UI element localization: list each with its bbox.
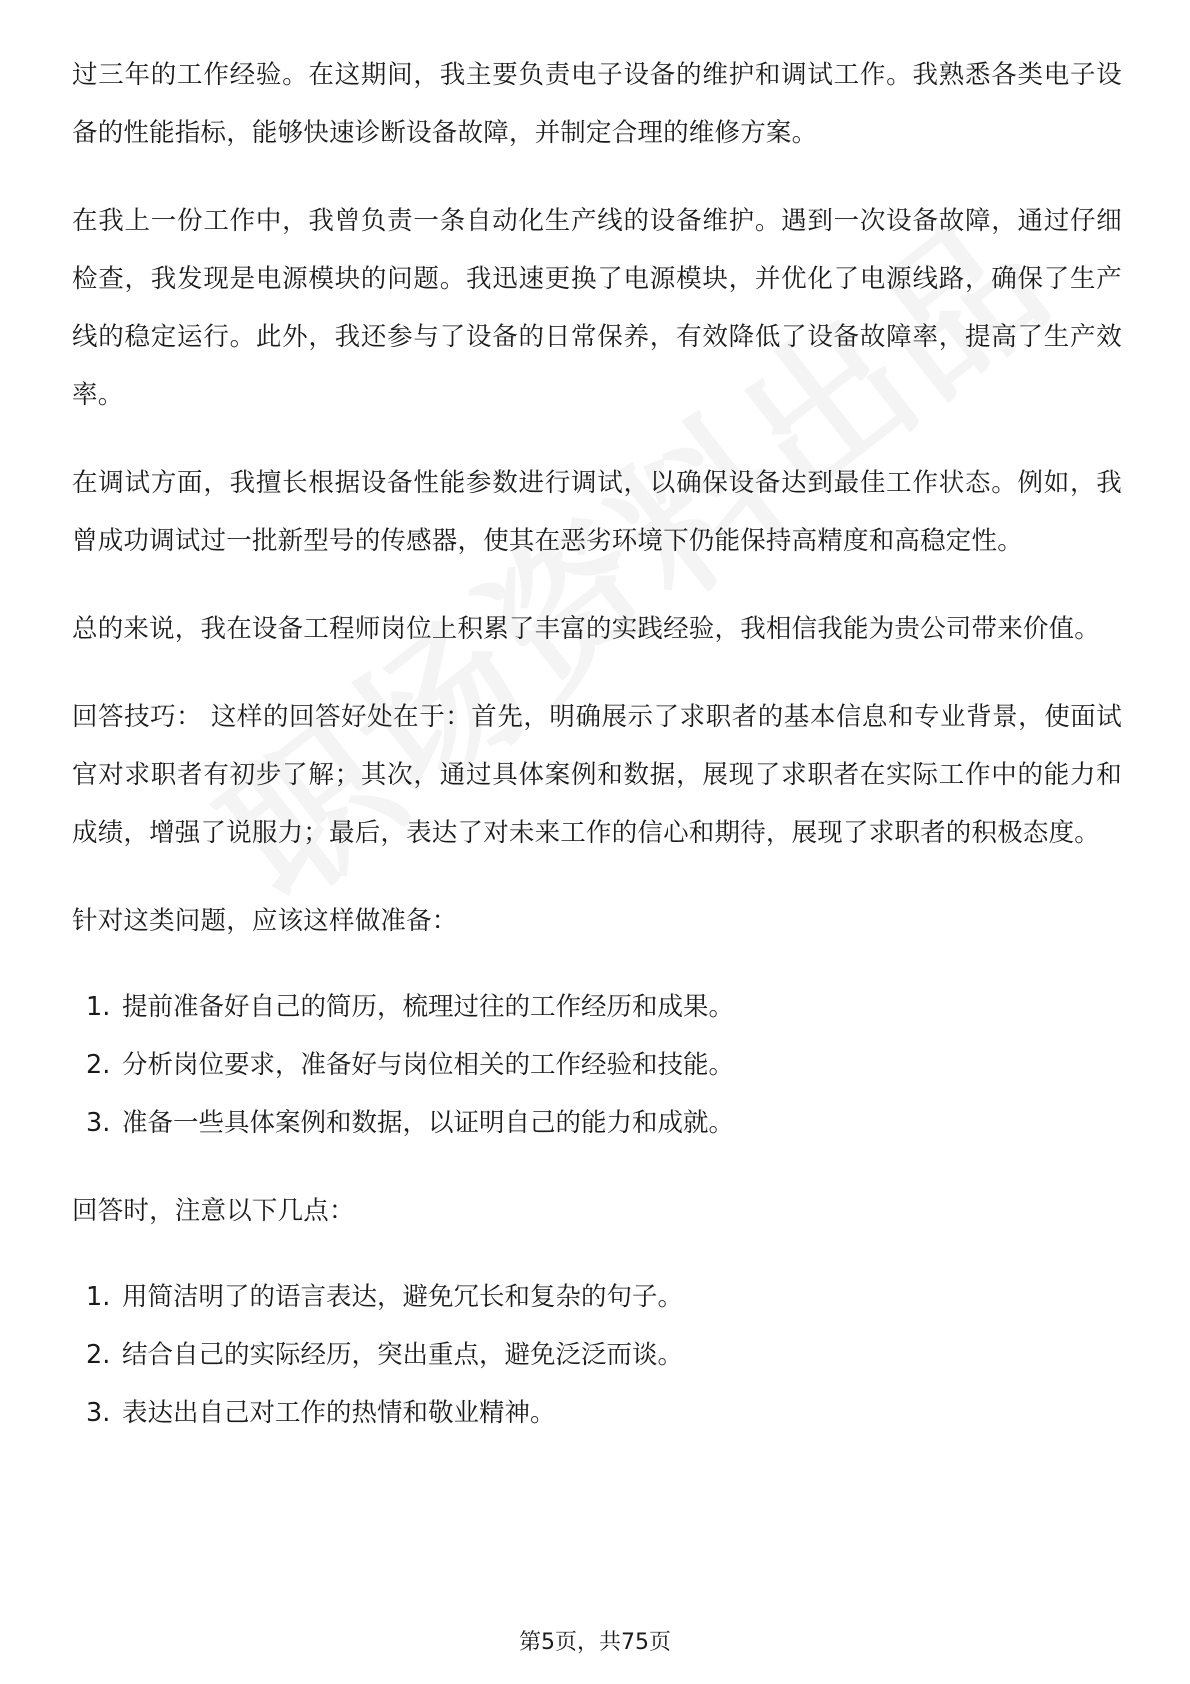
prep-heading: 针对这类问题，应该这样做准备：	[72, 906, 458, 936]
list-item	[72, 1326, 1122, 1384]
list-number: 3.	[86, 1398, 111, 1428]
list-number: 1.	[86, 992, 111, 1022]
tips-heading: 回答时，注意以下几点：	[72, 1196, 355, 1226]
paragraph: 在我上一份工作中，我曾负责一条自动化生产线的设备维护。遇到一次设备故障，通过仔细检查，我发现是电源模块的问题。我迅速更换了电源模块，并优化了电源线路，确保了生产线的稳定运行。此外，我还参与了设备的日常保养，有效降低了设备故障率，提高了生产效率。	[72, 206, 1122, 410]
list-number: 2.	[86, 1050, 111, 1080]
prep-list	[72, 978, 1122, 1152]
paragraph: 在调试方面，我擅长根据设备性能参数进行调试，以确保设备达到最佳工作状态。例如，我曾成功调试过一批新型号的传感器，使其在恶劣环境下仍能保持高精度和高稳定性。	[72, 468, 1122, 556]
list-text: 提前准备好自己的简历，梳理过往的工作经历和成果。	[122, 992, 735, 1022]
list-item	[72, 1268, 1122, 1326]
page-number: 第5页，共75页	[519, 1630, 671, 1655]
paragraph: 总的来说，我在设备工程师岗位上积累了丰富的实践经验，我相信我能为贵公司带来价值。	[72, 614, 1101, 644]
list-number: 3.	[86, 1108, 111, 1138]
list-number: 2.	[86, 1340, 111, 1370]
list-text: 分析岗位要求，准备好与岗位相关的工作经验和技能。	[122, 1050, 735, 1080]
list-text: 表达出自己对工作的热情和敬业精神。	[122, 1398, 556, 1428]
list-text: 准备一些具体案例和数据，以证明自己的能力和成就。	[122, 1108, 735, 1138]
list-text: 结合自己的实际经历，突出重点，避免泛泛而谈。	[122, 1340, 684, 1370]
paragraph: 回答技巧： 这样的回答好处在于：首先，明确展示了求职者的基本信息和专业背景，使面试官对求职者有初步了解；其次，通过具体案例和数据，展现了求职者在实际工作中的能力和成绩，增强了说服力；最后，表达了对未来工作的信心和期待，展现了求职者的积极态度。	[72, 702, 1122, 848]
list-item	[72, 1384, 1122, 1442]
tips-list	[72, 1268, 1122, 1442]
list-item	[72, 978, 1122, 1036]
list-number: 1.	[86, 1282, 111, 1312]
list-item	[72, 1094, 1122, 1152]
document-body	[72, 46, 1122, 1472]
list-text: 用简洁明了的语言表达，避免冗长和复杂的句子。	[122, 1282, 684, 1312]
list-item	[72, 1036, 1122, 1094]
paragraph: 过三年的工作经验。在这期间，我主要负责电子设备的维护和调试工作。我熟悉各类电子设备的性能指标，能够快速诊断设备故障，并制定合理的维修方案。	[72, 60, 1122, 148]
